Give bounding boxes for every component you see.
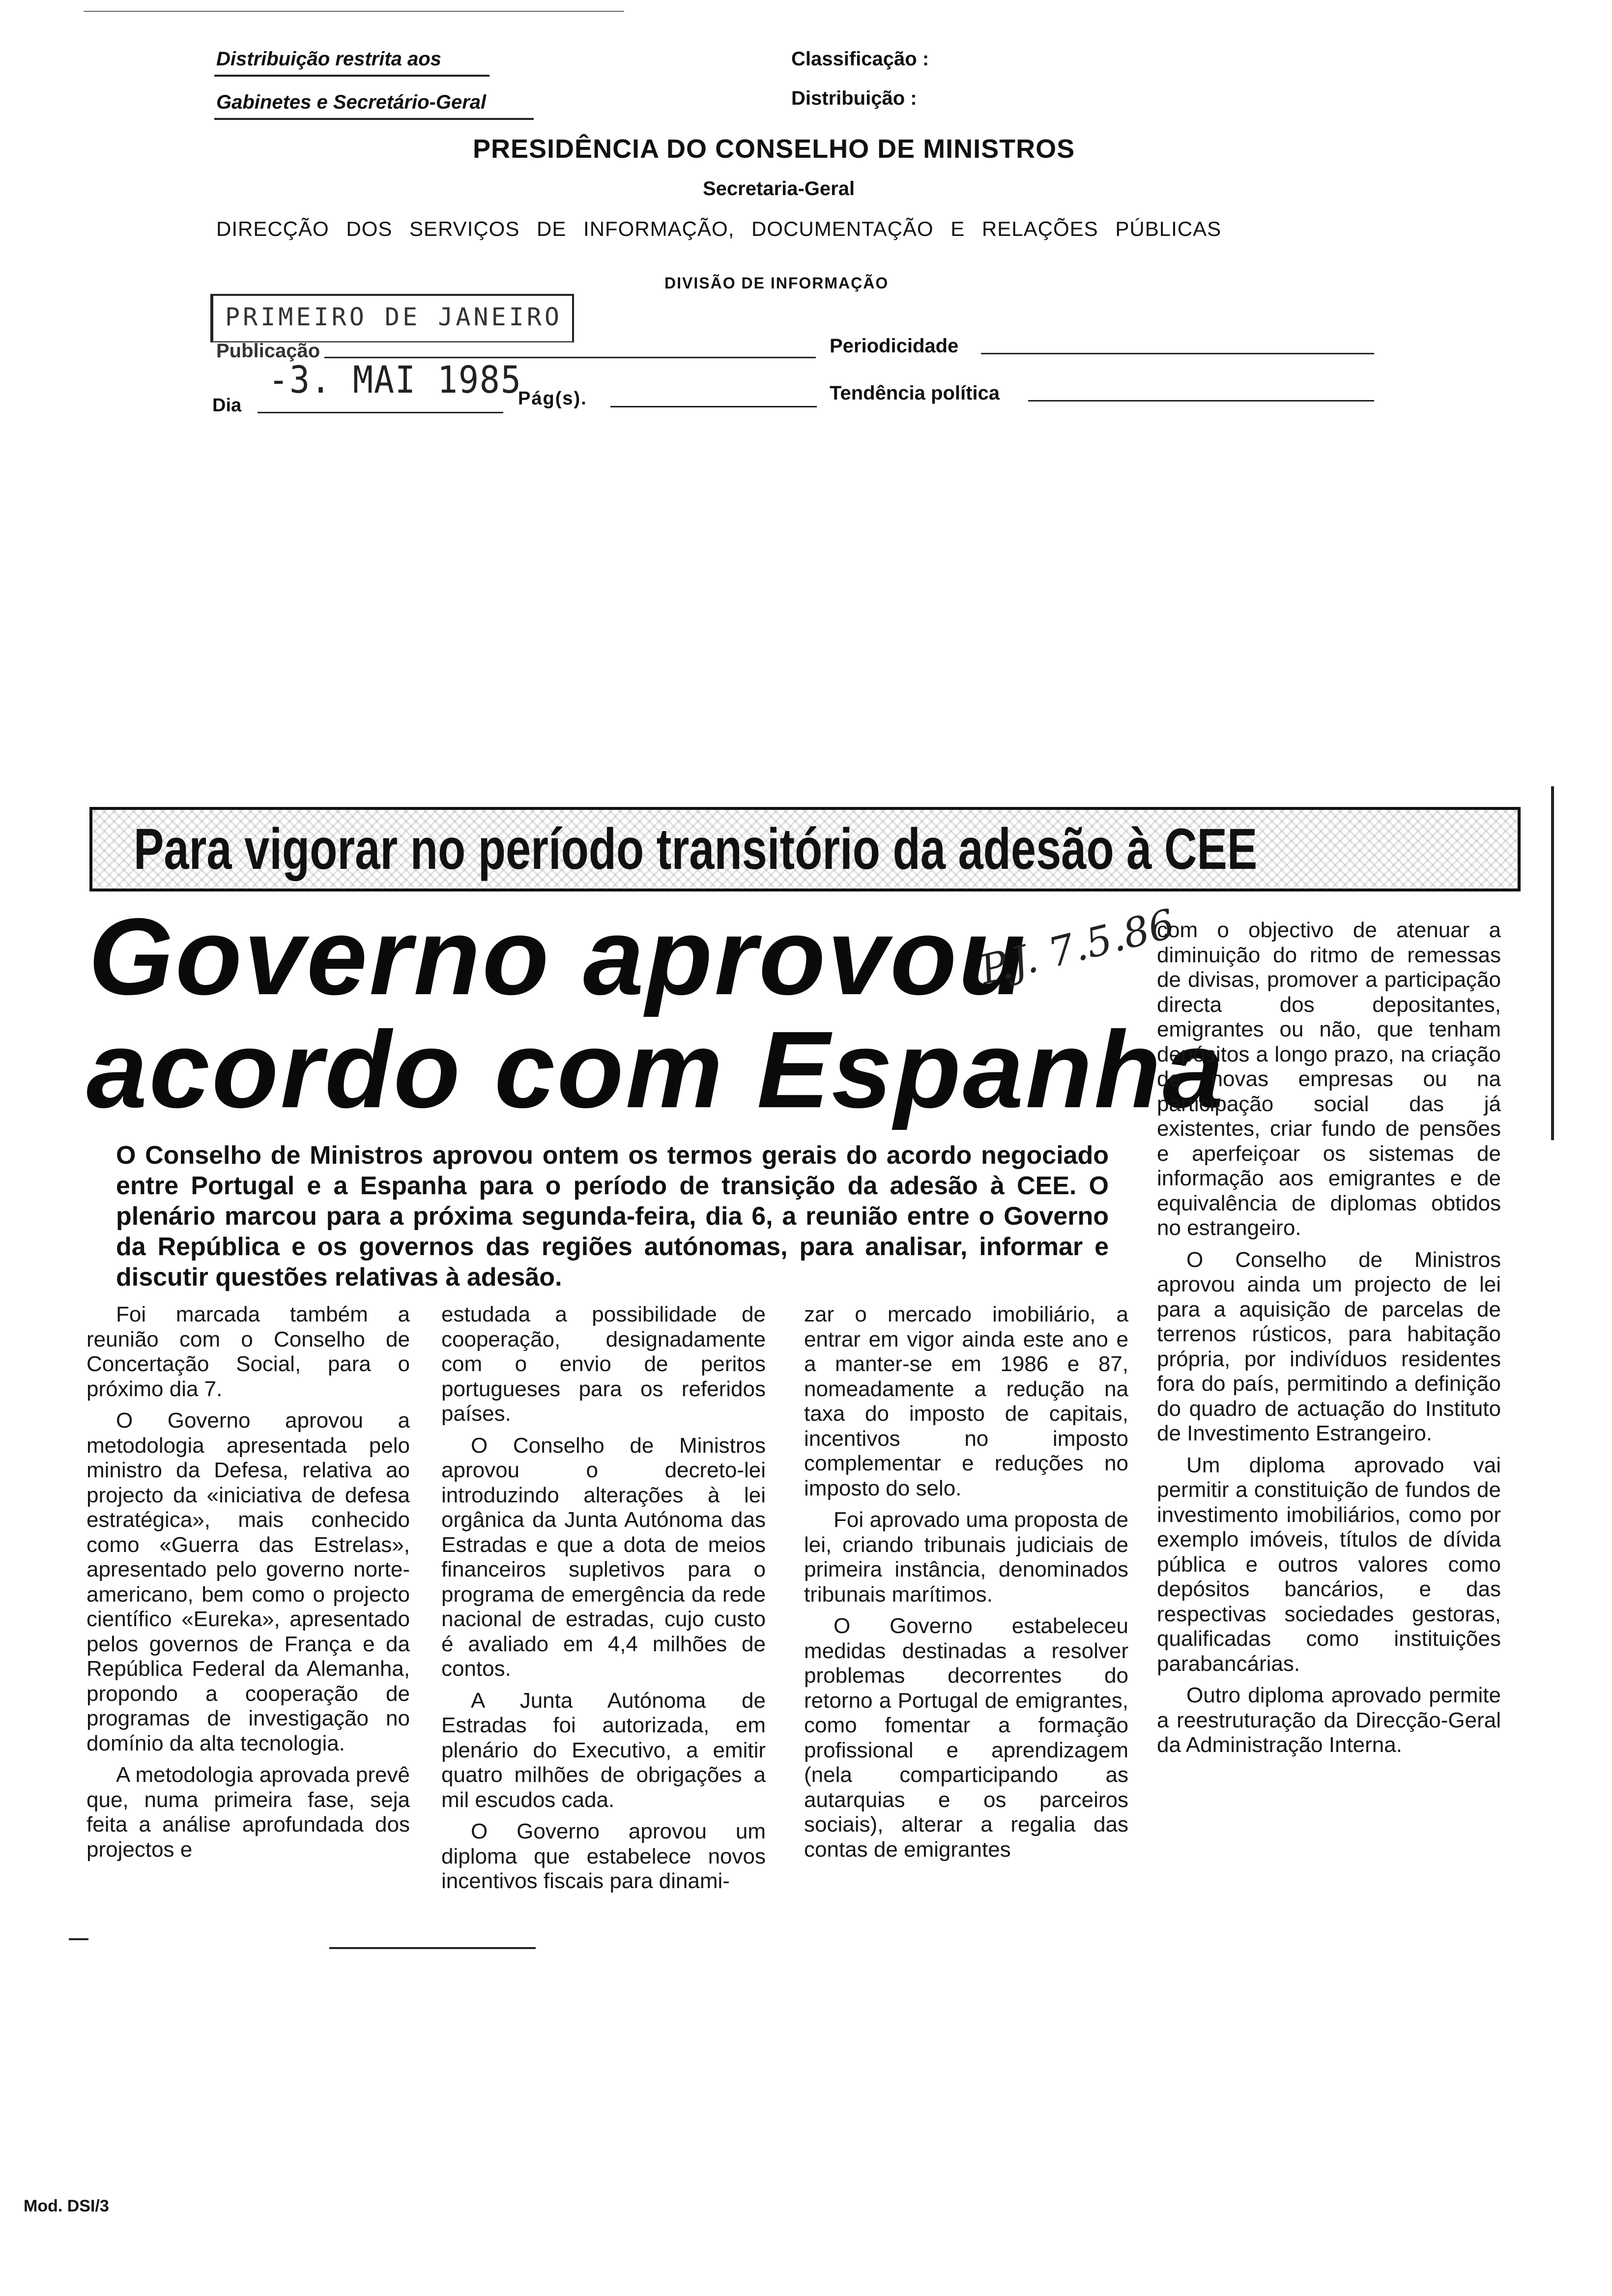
col3-paragraph: O Governo estabeleceu medidas destinadas a resolver problemas decorrentes do retorno a Portugal de emigrantes, como fomentar a formação profissional e aprendizagem (nela comparticipando as autarquias e os parceiros sociais), alterar a regalia das contas de emigrantes: [804, 1614, 1128, 1862]
col2-paragraph: A Junta Autónoma de Estradas foi autorizada, em plenário do Executivo, a emitir quatro milhões de obrigações a mil escudos cada.: [441, 1688, 766, 1812]
distribution-label: Distribuição :: [791, 87, 917, 109]
col1-paragraph: O Governo aprovou a metodologia apresentada pelo ministro da Defesa, relativa ao projecto da «iniciativa de defesa estratégica», mais conhecido como «Guerra das Estrelas», apresentado pelo governo norte-americano, bem como o projecto científico «Eureka», apresentado pelos governos de França e da República Federal da Alemanha, propondo a cooperação de programas de investigação no domínio da alta tecnologia.: [86, 1408, 410, 1755]
institution-title: PRESIDÊNCIA DO CONSELHO DE MINISTROS: [473, 134, 1075, 164]
top-edge-rule: [84, 11, 624, 12]
publication-stamp-box: [210, 294, 574, 343]
tendency-label: Tendência política: [830, 382, 1000, 404]
col4-paragraph: Outro diploma aprovado permite a reestruturação da Direcção-Geral da Administração Interna.: [1157, 1683, 1501, 1757]
body-column-1: [86, 1302, 410, 1862]
col2-paragraph: O Conselho de Ministros aprovou o decreto-lei introduzindo alterações à lei orgânica da Junta Autónoma das Estradas e que a dota de meios financeiros supletivos para o programa de emergência da rede nacional de estradas, cujo custo é avaliado em 4,4 milhões de contos.: [441, 1433, 766, 1681]
day-field-line: [258, 412, 503, 413]
kicker-banner: [89, 807, 1521, 891]
col3-paragraph: zar o mercado imobiliário, a entrar em vigor ainda este ano e a manter-se em 1986 e 87, nomeadamente a redução na taxa do imposto de capitais, incentivos no imposto complementar e reduções no imposto do selo.: [804, 1302, 1128, 1500]
headline-line-1: Governo aprovou: [88, 896, 1028, 1018]
col1-paragraph: Foi marcada também a reunião com o Conselho de Concertação Social, para o próximo dia 7.: [86, 1302, 410, 1401]
col1-paragraph: A metodologia aprovada prevê que, numa primeira fase, seja feita a análise aprofundada dos projectos e: [86, 1763, 410, 1862]
col2-paragraph: estudada a possibilidade de cooperação, designadamente com o envio de peritos portugueses para os referidos países.: [441, 1302, 766, 1426]
restricted-distribution-line2: Gabinetes e Secretário-Geral: [216, 91, 487, 113]
body-column-4: [1157, 918, 1501, 1758]
body-column-2: [441, 1302, 766, 1894]
restricted-underline-1: [214, 75, 489, 77]
col4-paragraph: O Conselho de Ministros aprovou ainda um projecto de lei para a aquisição de parcelas de terrenos rústicos, para habitação própria, por indivíduos residentes fora do país, permitindo a definição do quadro de actuação do Instituto de Investimento Estrangeiro.: [1157, 1247, 1501, 1445]
day-label: Dia: [212, 395, 242, 416]
handwritten-annotation: P.J. 7.5.86: [975, 900, 1180, 994]
classification-label: Classificação :: [791, 48, 929, 70]
tendency-field-line: [1028, 400, 1374, 402]
article-end-rule: [329, 1947, 536, 1949]
periodicity-label: Periodicidade: [830, 335, 959, 357]
article-lead: O Conselho de Ministros aprovou ontem os termos gerais do acordo negociado entre Portugal e a Espanha para o período de transição da adesão à CEE. O plenário marcou para a próxima segunda-feira, dia 6, a reunião entre o Governo da República e os governos das regiões autónomas, para analisar, informar e discutir questões relativas à adesão.: [116, 1141, 1109, 1292]
kicker-text: Para vigorar no período transitório da adesão à CEE: [134, 817, 1258, 882]
col3-paragraph: Foi aprovado uma proposta de lei, criando tribunais judiciais de primeira instância, denominados tribunais marítimos.: [804, 1508, 1128, 1607]
directorate-line: DIRECÇÃO DOS SERVIÇOS DE INFORMAÇÃO, DOCUMENTAÇÃO E RELAÇÕES PÚBLICAS: [216, 217, 1222, 240]
publication-stamp-text: PRIMEIRO DE JANEIRO: [225, 303, 562, 331]
col4-paragraph: com o objectivo de atenuar a diminuição do ritmo de remessas de divisas, promover a participação directa dos depositantes, emigrantes ou não, que tenham depósitos a longo prazo, na criação de novas empresas ou na participação social das já existentes, criar fundo de pensões e aperfeiçoar os sistemas de informação aos emigrantes e de equivalência de diplomas obtidos no estrangeiro.: [1157, 918, 1501, 1240]
date-stamp: -3. MAI 1985: [268, 358, 522, 402]
publication-label: Publicação: [216, 340, 320, 362]
col4-paragraph: Um diploma aprovado vai permitir a constituição de fundos de investimento imobiliários, como por exemplo imóveis, títulos de dívida pública e outros valores como depósitos bancários, e das respectivas sociedades gestoras, qualificadas como instituições parabancárias.: [1157, 1453, 1501, 1676]
pages-field-line: [610, 406, 817, 407]
right-margin-rule: [1551, 786, 1554, 1140]
restricted-underline-2: [214, 118, 534, 120]
col2-paragraph: O Governo aprovou um diploma que estabelece novos incentivos fiscais para dinami-: [441, 1819, 766, 1893]
secretariat-subtitle: Secretaria-Geral: [703, 178, 855, 200]
headline-line-2: acordo com Espanha: [86, 1009, 1226, 1131]
body-column-3: [804, 1302, 1128, 1862]
restricted-distribution-line1: Distribuição restrita aos: [216, 48, 441, 70]
division-label: DIVISÃO DE INFORMAÇÃO: [664, 274, 889, 292]
margin-tick: [69, 1938, 88, 1940]
periodicity-field-line: [981, 353, 1374, 354]
pages-label: Pág(s).: [518, 388, 587, 409]
form-code: Mod. DSI/3: [24, 2197, 109, 2215]
